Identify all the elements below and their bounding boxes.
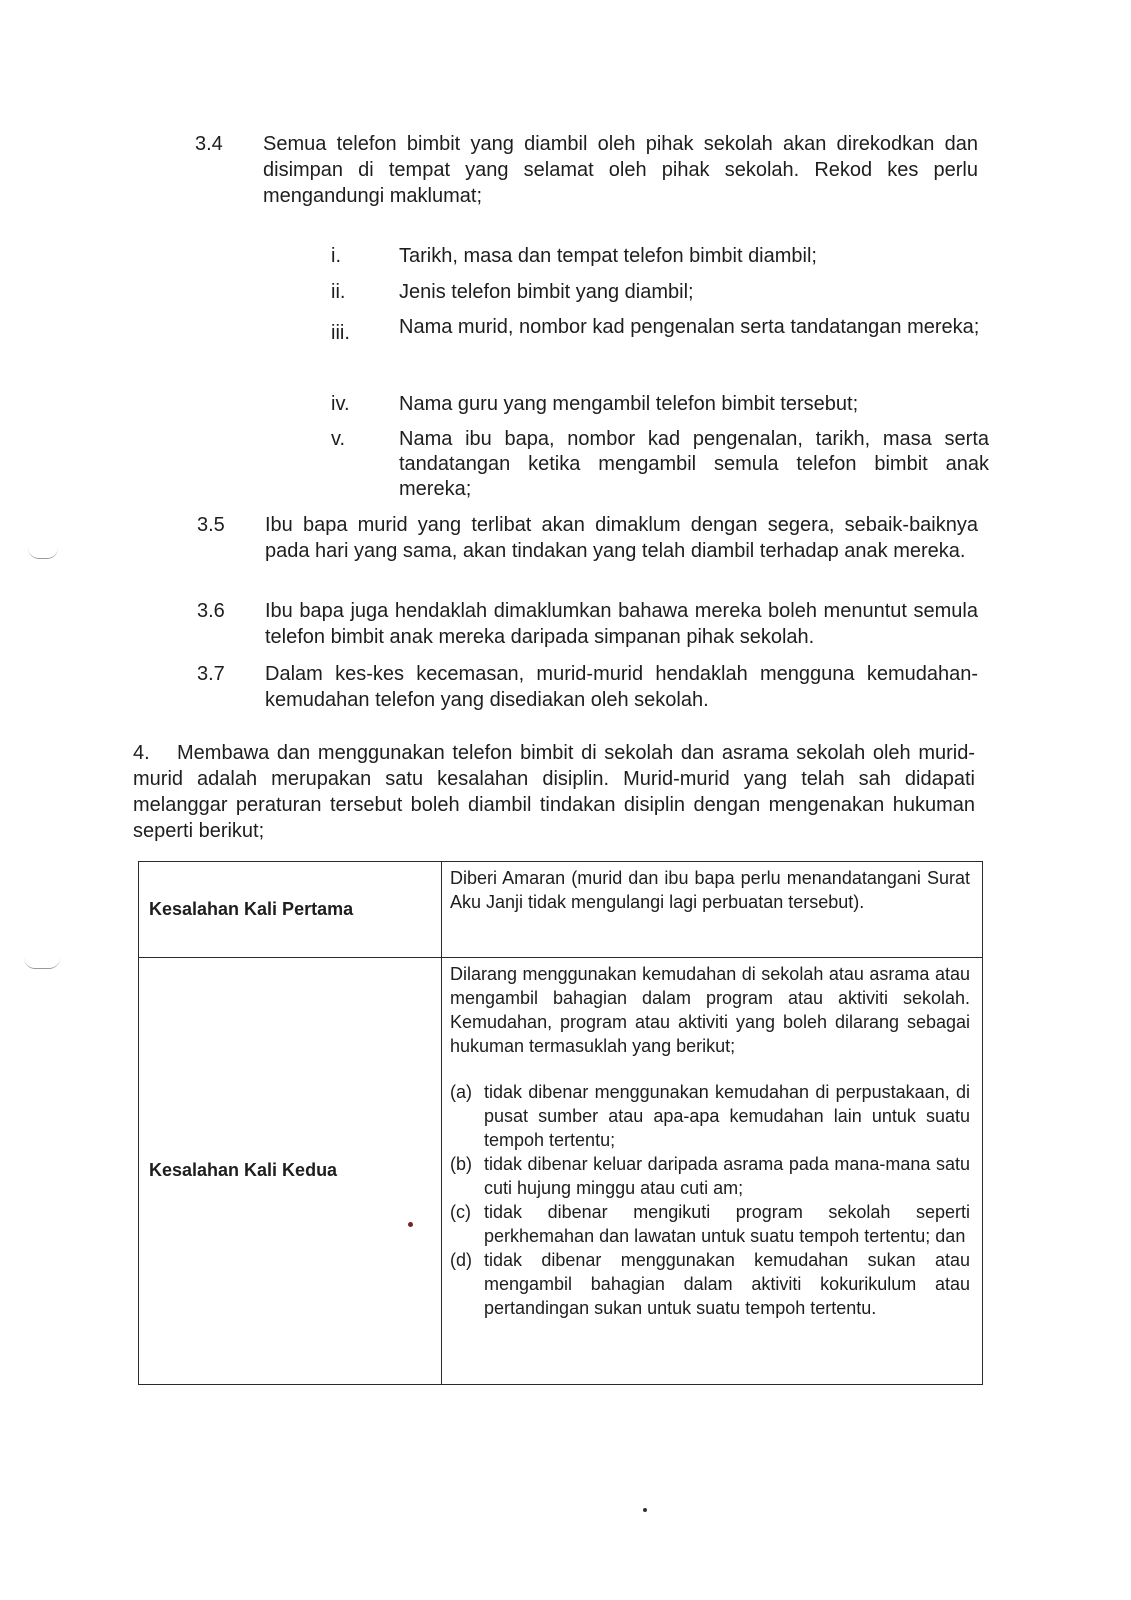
penalty-text: Dilarang menggunakan kemudahan di sekolah atau asrama atau mengambil bahagian dalam program atau aktiviti sekolah. Kemudahan, program atau aktiviti yang boleh dilarang sebagai hukuman termasuklah yang berikut; — [450, 964, 970, 1056]
scan-mark — [408, 1222, 413, 1227]
section-4 — [133, 740, 975, 844]
scan-mark — [24, 958, 60, 969]
offence-cell: Kesalahan Kali Pertama — [139, 862, 442, 958]
list-item-text: Nama murid, nombor kad pengenalan serta tandatangan mereka; — [399, 316, 980, 338]
subitem-text: tidak dibenar menggunakan kemudahan di perpustakaan, di pusat sumber atau apa-apa kemudahan lain untuk suatu tempoh tertentu; — [484, 1082, 970, 1150]
list-item-text: Nama ibu bapa, nombor kad pengenalan, tarikh, masa serta tandatangan ketika mengambil semula telefon bimbit anak mereka; — [399, 428, 989, 500]
section-text: Dalam kes-kes kecemasan, murid-murid hendaklah mengguna kemudahan-kemudahan telefon yang disediakan oleh sekolah. — [265, 663, 978, 711]
penalty-subitem — [450, 1200, 970, 1248]
section-text: Semua telefon bimbit yang diambil oleh pihak sekolah akan direkodkan dan disimpan di tempat yang selamat oleh pihak sekolah. Rekod kes perlu mengandungi maklumat; — [263, 133, 978, 207]
subitem-label: (d) — [450, 1250, 472, 1270]
penalty-subitem — [450, 1152, 970, 1200]
section-text: Membawa dan menggunakan telefon bimbit di sekolah dan asrama sekolah oleh murid-murid adalah merupakan satu kesalahan disiplin. Murid-murid yang telah sah didapati melanggar peraturan tersebut boleh diambil tindakan disiplin dengan mengenakan hukuman seperti berikut; — [133, 742, 975, 842]
list-item-text: Jenis telefon bimbit yang diambil; — [399, 281, 694, 303]
section-number: 3.5 — [197, 514, 225, 536]
scan-mark — [643, 1508, 647, 1512]
list-item-number: iii. — [331, 322, 350, 344]
penalty-text: Diberi Amaran (murid dan ibu bapa perlu menandatangani Surat Aku Janji tidak mengulangi lagi perbuatan tersebut). — [450, 868, 970, 912]
penalty-cell — [442, 958, 983, 1385]
subitem-label: (a) — [450, 1082, 472, 1102]
section-number: 4. — [133, 742, 150, 764]
subitem-label: (b) — [450, 1154, 472, 1174]
table-row — [139, 862, 983, 958]
section-text: Ibu bapa juga hendaklah dimaklumkan bahawa mereka boleh menuntut semula telefon bimbit anak mereka daripada simpanan pihak sekolah. — [265, 600, 978, 648]
table-row — [139, 958, 983, 1385]
subitem-text: tidak dibenar keluar daripada asrama pada mana-mana satu cuti hujung minggu atau cuti am; — [484, 1154, 970, 1198]
list-item-text: Nama guru yang mengambil telefon bimbit tersebut; — [399, 393, 859, 415]
penalty-table — [138, 861, 983, 1385]
list-item-text: Tarikh, masa dan tempat telefon bimbit diambil; — [399, 245, 817, 267]
subitem-text: tidak dibenar menggunakan kemudahan sukan atau mengambil bahagian dalam aktiviti kokurikulum atau pertandingan sukan untuk suatu tempoh tertentu. — [484, 1250, 970, 1318]
subitem-label: (c) — [450, 1202, 471, 1222]
list-item-number: v. — [331, 428, 346, 450]
offence-cell: Kesalahan Kali Kedua — [139, 958, 442, 1385]
section-number: 3.4 — [195, 133, 223, 155]
scan-mark — [28, 548, 58, 559]
list-item-number: ii. — [331, 281, 346, 303]
penalty-subitem — [450, 1248, 970, 1320]
penalty-subitem — [450, 1080, 970, 1152]
section-number: 3.6 — [197, 600, 225, 622]
section-number: 3.7 — [197, 663, 225, 685]
section-text: Ibu bapa murid yang terlibat akan dimaklum dengan segera, sebaik-baiknya pada hari yang sama, akan tindakan yang telah diambil terhadap anak mereka. — [265, 514, 978, 562]
list-item-number: iv. — [331, 393, 350, 415]
subitem-text: tidak dibenar mengikuti program sekolah seperti perkhemahan dan lawatan untuk suatu tempoh tertentu; dan — [484, 1202, 970, 1246]
list-item-number: i. — [331, 245, 341, 267]
penalty-cell — [442, 862, 983, 958]
